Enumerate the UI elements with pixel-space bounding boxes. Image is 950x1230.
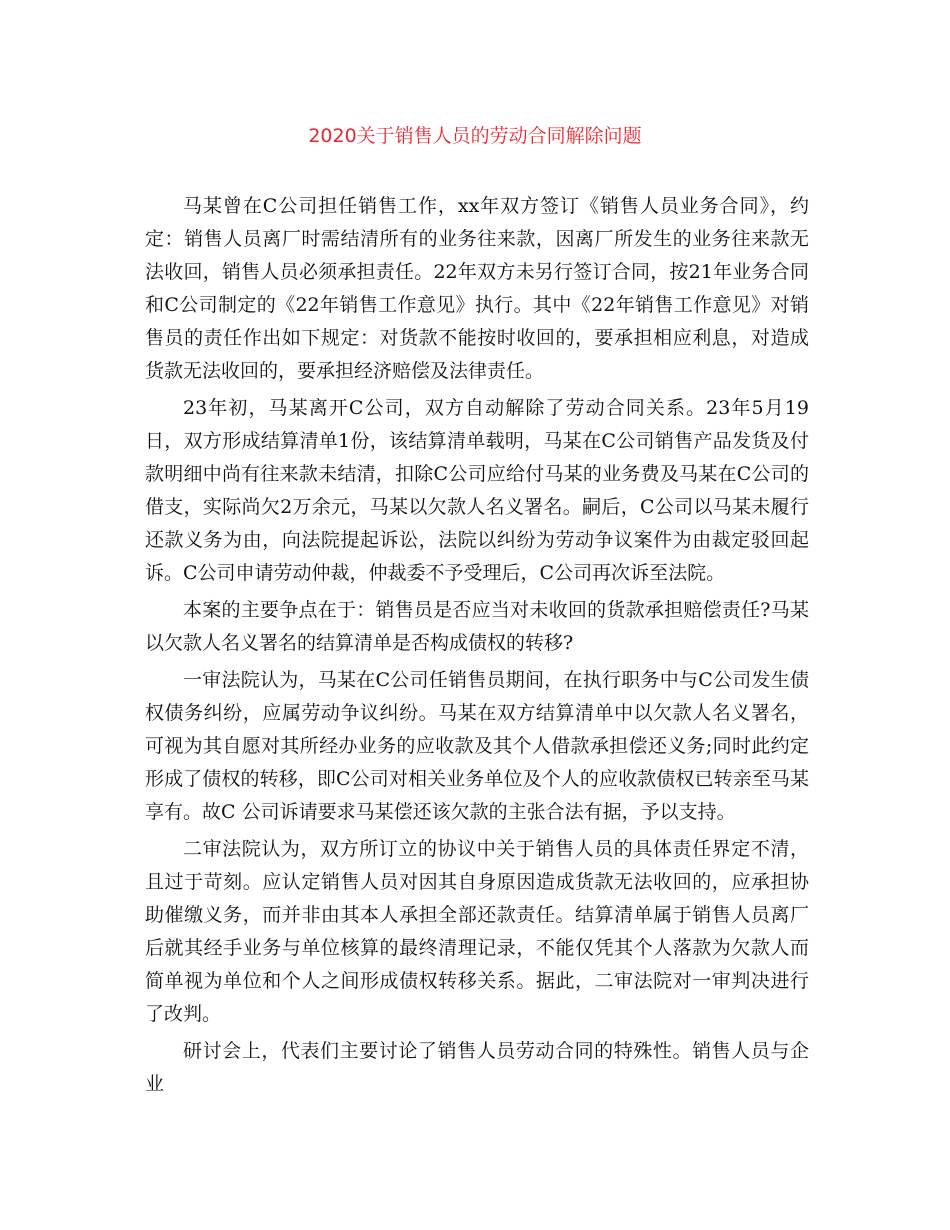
paragraph: 本案的主要争点在于：销售员是否应当对未收回的货款承担赔偿责任?马某以欠款人名义署名的结算清单是否构成债权的转移? xyxy=(145,599,809,654)
document-body xyxy=(145,190,809,1105)
paragraph: 一审法院认为，马某在C公司任销售员期间，在执行职务中与C公司发生债权债务纠纷，应属劳动争议纠纷。马某在双方结算清单中以欠款人名义署名，可视为其自愿对其所经办业务的应收款及其个人借款承担偿还义务;同时此约定形成了债权的转移，即C公司对相关业务单位及个人的应收款债权已转亲至马某享有。故C 公司诉请要求马某偿还该欠款的主张合法有据，予以支持。 xyxy=(145,669,809,823)
paragraph: 马某曾在C公司担任销售工作，xx年双方签订《销售人员业务合同》，约定：销售人员离厂时需结清所有的业务往来款，因离厂所发生的业务往来款无法收回，销售人员必须承担责任。22年双方未另行签订合同，按21年业务合同和C公司制定的《22年销售工作意见》执行。其中《22年销售工作意见》对销售员的责任作出如下规定：对货款不能按时收回的，要承担相应利息，对造成货款无法收回的，要承担经济赔偿及法律责任。 xyxy=(145,195,809,382)
paragraph: 23年初，马某离开C公司，双方自动解除了劳动合同关系。23年5月19日，双方形成结算清单1份，该结算清单载明，马某在C公司销售产品发货及付款明细中尚有往来款未结清，扣除C公司应给付马某的业务费及马某在C公司的借支，实际尚欠2万余元，马某以欠款人名义署名。嗣后，C公司以马某未履行还款义务为由，向法院提起诉讼，法院以纠纷为劳动争议案件为由裁定驳回起诉。C公司申请劳动仲裁，仲裁委不予受理后，C公司再次诉至法院。 xyxy=(145,397,809,584)
document-title: 2020关于销售人员的劳动合同解除问题 xyxy=(308,125,642,147)
paragraph: 二审法院认为，双方所订立的协议中关于销售人员的具体责任界定不清，且过于苛刻。应认定销售人员对因其自身原因造成货款无法收回的，应承担协助催缴义务，而并非由其本人承担全部还款责任。结算清单属于销售人员离厂后就其经手业务与单位核算的最终清理记录，不能仅凭其个人落款为欠款人而简单视为单位和个人之间形成债权转移关系。据此，二审法院对一审判决进行了改判。 xyxy=(145,838,809,1025)
paragraph: 研讨会上，代表们主要讨论了销售人员劳动合同的特殊性。销售人员与企业 xyxy=(145,1040,809,1095)
